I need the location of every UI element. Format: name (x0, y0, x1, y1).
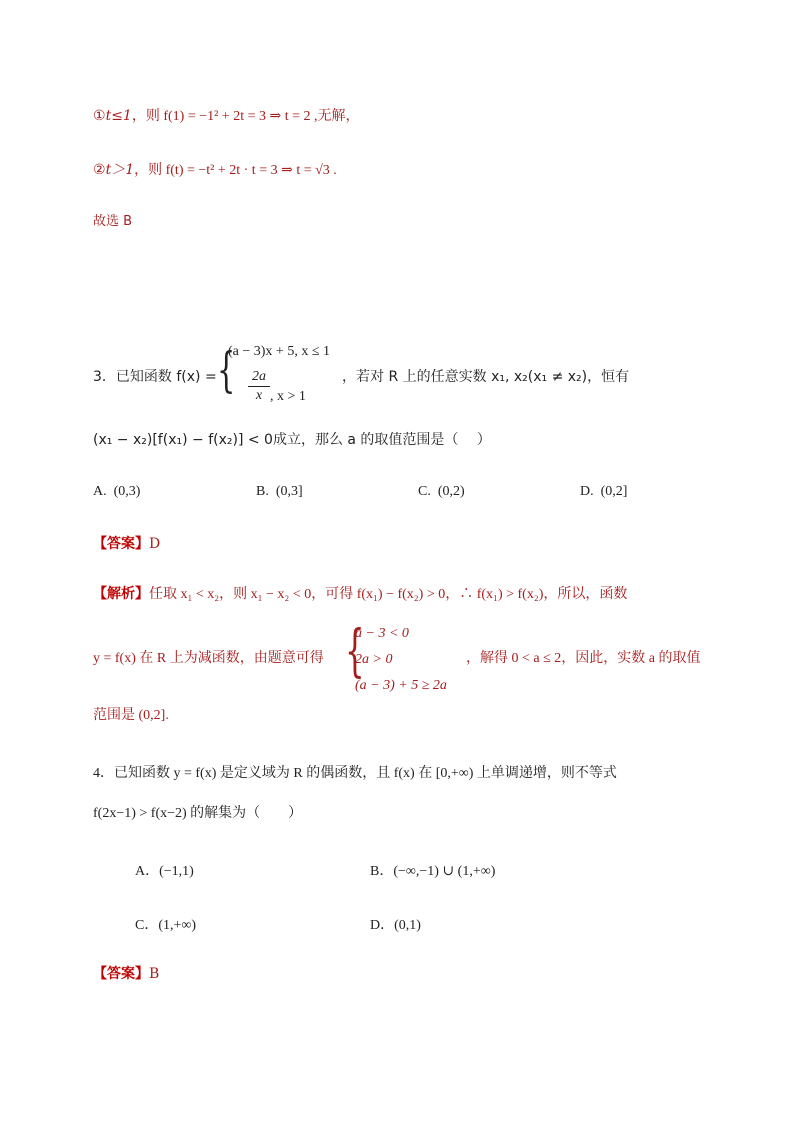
option-value: (1,+∞) (158, 918, 197, 933)
conclusion: 故选 B (93, 214, 133, 229)
option-label: B． (370, 864, 394, 879)
answer-tag: 【答案】 (93, 536, 149, 552)
q3-piecewise-brace: { (217, 342, 236, 398)
answer-value: D (149, 536, 161, 552)
analysis-tag: 【解析】 (93, 586, 149, 602)
q4-option-d[interactable] (370, 914, 421, 934)
q3-option-a[interactable] (93, 484, 140, 500)
system-row: 2a > 0 (355, 652, 393, 667)
case1-line (93, 106, 360, 127)
q3-option-d[interactable] (580, 484, 627, 500)
option-value: (0,2) (437, 484, 465, 499)
option-label: B. (256, 484, 269, 499)
case1-condition: t≤1 (105, 108, 132, 124)
q4-option-b[interactable] (370, 860, 495, 880)
q3-piece1: (a − 3)x + 5, x ≤ 1 (228, 344, 331, 359)
case2-text: ，则 f(t) = −t² + 2t · t = 3 ⇒ t = √3 . (134, 163, 337, 178)
answer-value: B (149, 966, 160, 982)
q4-line1: 4．已知函数 y = f(x) 是定义域为 R 的偶函数，且 f(x) 在 [0,+∞) 上单调递增，则不等式 (93, 766, 617, 781)
q3-analysis-line3: 范围是 (0,2]. (93, 708, 169, 723)
case2-condition: t＞1 (105, 162, 135, 178)
option-value: (0,3] (275, 484, 303, 499)
q3-piece2-numerator: 2a (248, 368, 270, 387)
q3-suffix: ，若对 R 上的任意实数 x₁, x₂(x₁ ≠ x₂)，恒有 (342, 369, 630, 385)
q3-answer (93, 534, 160, 554)
option-label: C. (418, 484, 431, 499)
q3-analysis-line2-post: ，解得 0 < a ≤ 2，因此，实数 a 的取值 (466, 651, 701, 666)
case2-marker: ② (93, 162, 106, 178)
answer-tag: 【答案】 (93, 966, 149, 982)
q3-line2: (x₁ − x₂)[f(x₁) − f(x₂)] < 0成立，那么 a 的取值范围是（ ） (93, 432, 491, 448)
q3-prefix: 3．已知函数 f(x) = (93, 369, 217, 385)
q3-system-brace: { (345, 619, 365, 684)
q3-option-b[interactable] (256, 484, 303, 500)
option-label: A． (135, 864, 160, 879)
case1-text: ，则 f(1) = −1² + 2t = 3 ⇒ t = 2 ,无解， (131, 109, 360, 124)
q4-option-c[interactable] (135, 914, 196, 934)
q4-answer (93, 964, 159, 984)
q3-piece2-fraction (248, 368, 270, 405)
case1-marker: ① (93, 108, 106, 124)
option-value: (0,3) (113, 484, 141, 499)
q4-option-a[interactable] (135, 860, 194, 880)
q3-piece2 (248, 368, 306, 405)
option-label: A. (93, 484, 107, 499)
option-label: D． (370, 918, 395, 933)
option-value: (−1,1) (159, 864, 194, 879)
q3-analysis-line1 (93, 584, 627, 605)
option-value: (0,1) (394, 918, 421, 933)
q3-piece2-condition: , x > 1 (270, 388, 306, 404)
option-value: (0,2] (600, 484, 628, 499)
q3-option-c[interactable] (418, 484, 465, 500)
option-label: D. (580, 484, 594, 499)
q3-analysis-line2-pre: y = f(x) 在 R 上为减函数，由题意可得 (93, 651, 324, 666)
analysis-text: 任取 x₁ < x₂，则 x₁ − x₂ < 0，可得 f(x₁) − f(x₂) > 0，∴ f(x₁) > f(x₂)，所以，函数 (149, 587, 628, 602)
q3-piece2-denominator: x (255, 388, 263, 403)
case2-line (93, 160, 337, 181)
q4-line2: f(2x−1) > f(x−2) 的解集为（ ） (93, 806, 303, 821)
q3-system (355, 621, 447, 699)
system-row: a − 3 < 0 (355, 626, 409, 641)
system-row: (a − 3) + 5 ≥ 2a (355, 678, 447, 693)
option-label: C． (135, 918, 159, 933)
option-value: (−∞,−1) ∪ (1,+∞) (393, 864, 496, 879)
